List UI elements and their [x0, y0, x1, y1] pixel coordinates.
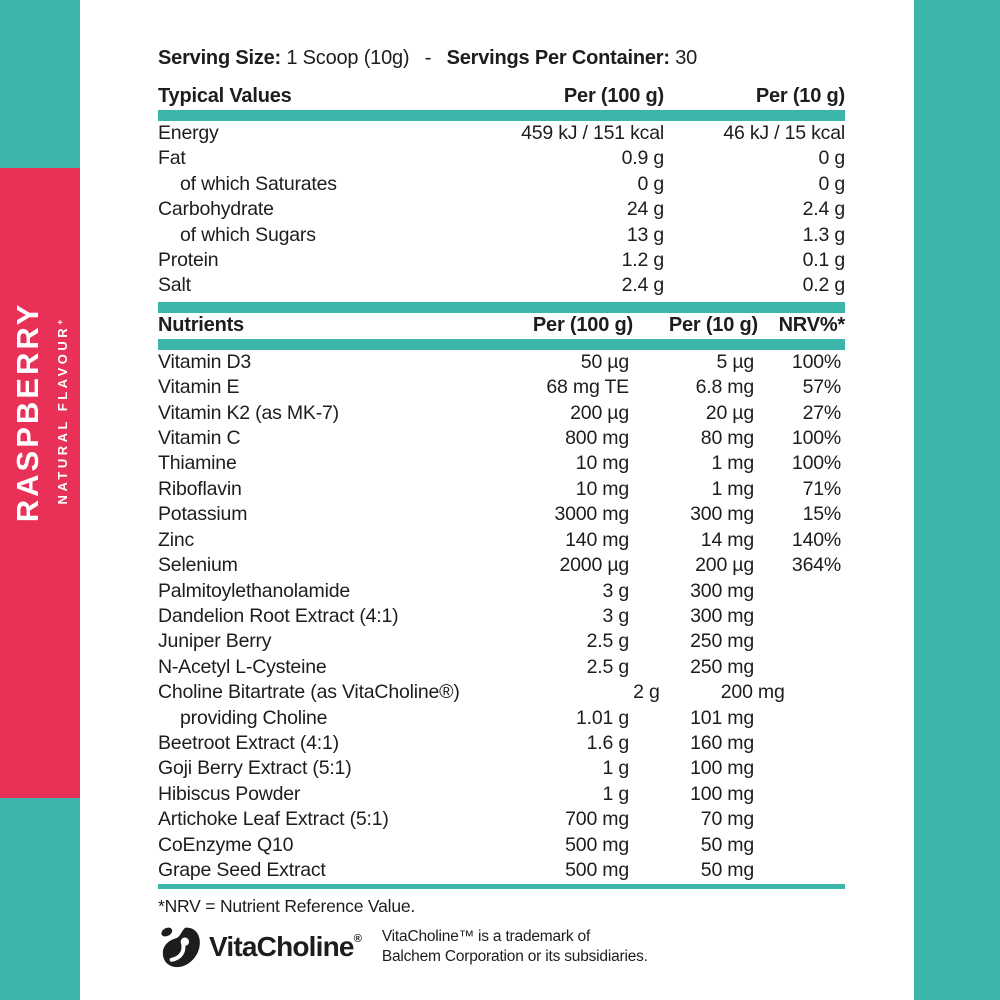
cell-nutrient-name: Riboflavin: [158, 477, 242, 500]
cell-nutrient-name: CoEnzyme Q10: [158, 833, 294, 856]
cell-nutrient-name: Protein: [158, 249, 219, 272]
cell-per-10g: 160 mg: [690, 731, 754, 754]
cell-per-10g: 0.1 g: [802, 249, 845, 272]
vitacholine-logo-row: [158, 925, 845, 969]
cell-per-100g: 68 mg TE: [546, 376, 629, 399]
cell-nrv-percent: 71%: [802, 477, 841, 500]
cell-nutrient-name: Hibiscus Powder: [158, 782, 301, 805]
cell-per-10g: 0 g: [818, 172, 845, 195]
table-row: [158, 756, 845, 781]
table-row: [158, 604, 845, 629]
cell-per-100g: 800 mg: [565, 427, 629, 450]
cell-nrv-percent: [754, 604, 841, 629]
cell-per-10g: 1 mg: [711, 452, 754, 475]
cell-nrv-percent: [754, 756, 841, 781]
cell-per-10g: 80 mg: [700, 427, 754, 450]
cell-nrv-percent: [754, 731, 841, 756]
cell-nutrient-name: Palmitoylethanolamide: [158, 579, 350, 602]
cell-per-10g: 1.3 g: [802, 223, 845, 246]
cell-nrv-percent: 57%: [802, 376, 841, 399]
flavour-banner: [0, 168, 80, 798]
table-row: [158, 121, 845, 146]
table-row: [158, 858, 845, 883]
cell-nrv-percent: [754, 706, 841, 731]
cell-per-100g: 200 µg: [570, 401, 629, 424]
cell-per-100g: 10 mg: [575, 477, 629, 500]
cell-nutrient-name: Artichoke Leaf Extract (5:1): [158, 808, 389, 831]
cell-nrv-percent: [785, 680, 872, 705]
cell-nutrient-name: Dandelion Root Extract (4:1): [158, 604, 399, 627]
table-row: [158, 197, 845, 222]
table-row: [158, 528, 845, 553]
cell-nrv-percent: [754, 579, 841, 604]
cell-per-10g: 250 mg: [690, 630, 754, 653]
flavour-subtitle: [55, 320, 70, 505]
vitacholine-logo-text: [209, 931, 362, 963]
cell-nrv-percent: [754, 782, 841, 807]
serving-size-label: Serving Size:: [158, 47, 281, 69]
cell-nutrient-name: Selenium: [158, 554, 238, 577]
cell-nutrient-name: N-Acetyl L-Cysteine: [158, 655, 327, 678]
cell-nutrient-name: Carbohydrate: [158, 198, 274, 221]
cell-per-100g: 3 g: [602, 604, 629, 627]
cell-nrv-percent: [754, 858, 841, 883]
nutrients-title: Nutrients: [158, 313, 244, 336]
table-row: [158, 731, 845, 756]
cell-per-100g: 13 g: [626, 223, 664, 246]
table-row: [158, 502, 845, 527]
typical-values-title: Typical Values: [158, 85, 292, 107]
cell-per-100g: 0.9 g: [621, 147, 664, 170]
cell-nrv-percent: [754, 629, 841, 654]
table-row: [158, 655, 845, 680]
nutrients-rows: [158, 350, 845, 884]
table-row: [158, 553, 845, 578]
cell-nrv-percent: 100%: [791, 452, 841, 475]
cell-per-100g: 10 mg: [575, 452, 629, 475]
cell-per-100g: 1.01 g: [575, 706, 629, 729]
serving-size-value: 1 Scoop (10g): [286, 47, 410, 69]
cell-per-10g: 2.4 g: [802, 198, 845, 221]
cell-per-100g: 700 mg: [565, 808, 629, 831]
cell-per-100g: 1.2 g: [621, 249, 664, 272]
table-row: [158, 350, 845, 375]
table-row: [158, 223, 845, 248]
cell-per-100g: 140 mg: [565, 528, 629, 551]
cell-per-100g: 2 g: [633, 681, 660, 704]
cell-per-10g: 6.8 mg: [695, 376, 754, 399]
table-row: [158, 782, 845, 807]
trademark-note: [382, 927, 648, 967]
nutrients-col-per100: Per (100 g): [532, 313, 633, 336]
table-row: [158, 477, 845, 502]
cell-per-100g: 50 µg: [580, 350, 629, 373]
typical-values-header: [158, 84, 845, 108]
cell-nutrient-name: providing Choline: [180, 706, 328, 729]
divider-bar: [158, 302, 845, 313]
cell-nutrient-name: Zinc: [158, 528, 195, 551]
cell-per-100g: 1.6 g: [586, 731, 629, 754]
table-row: [158, 248, 845, 273]
registered-mark: ®: [353, 933, 362, 946]
cell-per-100g: 1 g: [602, 757, 629, 780]
cell-per-100g: 2.4 g: [621, 274, 664, 297]
typical-values-col-per100: Per (100 g): [563, 85, 664, 107]
cell-nutrient-name: Choline Bitartrate (as VitaCholine®): [158, 681, 460, 704]
cell-nutrient-name: of which Sugars: [180, 223, 316, 246]
cell-nutrient-name: Vitamin D3: [158, 350, 252, 373]
cell-per-10g: 100 mg: [690, 782, 754, 805]
nutrients-col-per10: Per (10 g): [668, 313, 758, 336]
cell-nutrient-name: Vitamin C: [158, 427, 241, 450]
right-teal-band: [914, 0, 1000, 1000]
cell-per-100g: 1 g: [602, 782, 629, 805]
cell-nutrient-name: Grape Seed Extract: [158, 858, 326, 881]
serving-separator: -: [424, 47, 432, 69]
servings-per-container-value: 30: [675, 47, 698, 69]
cell-nrv-percent: 27%: [802, 401, 841, 424]
trademark-line2: Balchem Corporation or its subsidiaries.: [381, 948, 648, 966]
cell-per-10g: 300 mg: [690, 503, 754, 526]
cell-per-100g: 3000 mg: [554, 503, 629, 526]
table-row: [158, 680, 845, 705]
flavour-subtitle-text: NATURAL FLAVOUR: [55, 324, 70, 505]
cell-per-10g: 300 mg: [690, 579, 754, 602]
vitacholine-wordmark: VitaCholine: [209, 931, 354, 963]
cell-per-10g: 0.2 g: [802, 274, 845, 297]
cell-per-10g: 101 mg: [690, 706, 754, 729]
table-row: [158, 451, 845, 476]
servings-per-container-label: Servings Per Container:: [446, 47, 670, 69]
cell-nrv-percent: [754, 807, 841, 832]
label-content: [158, 0, 845, 969]
nutrients-col-nrv: NRV%*: [778, 313, 845, 336]
table-row: [158, 629, 845, 654]
cell-nutrient-name: Goji Berry Extract (5:1): [158, 757, 352, 780]
cell-per-100g: 2.5 g: [586, 630, 629, 653]
cell-nrv-percent: [754, 655, 841, 680]
table-row: [158, 172, 845, 197]
cell-per-100g: 500 mg: [565, 833, 629, 856]
cell-per-10g: 100 mg: [690, 757, 754, 780]
table-row: [158, 375, 845, 400]
table-row: [158, 807, 845, 832]
cell-nutrient-name: Vitamin E: [158, 376, 240, 399]
bottom-divider-bar: [158, 884, 845, 889]
cell-nutrient-name: Potassium: [158, 503, 248, 526]
table-row: [158, 426, 845, 451]
cell-per-10g: 50 mg: [700, 858, 754, 881]
cell-per-100g: 500 mg: [565, 858, 629, 881]
cell-per-10g: 70 mg: [700, 808, 754, 831]
cell-per-10g: 14 mg: [700, 528, 754, 551]
cell-nrv-percent: [754, 833, 841, 858]
cell-per-10g: 300 mg: [690, 604, 754, 627]
table-row: [158, 706, 845, 731]
divider-bar: [158, 110, 845, 121]
table-row: [158, 401, 845, 426]
vitacholine-logo-icon: [158, 925, 202, 969]
serving-info: [158, 46, 845, 70]
cell-nutrient-name: Energy: [158, 122, 219, 144]
cell-per-100g: 3 g: [602, 579, 629, 602]
cell-per-10g: 46 kJ / 15 kcal: [723, 122, 845, 144]
cell-per-100g: 0 g: [637, 172, 664, 195]
cell-nrv-percent: 364%: [791, 554, 841, 577]
table-row: [158, 833, 845, 858]
cell-per-10g: 250 mg: [690, 655, 754, 678]
table-row: [158, 273, 845, 298]
cell-per-100g: 2000 µg: [559, 554, 629, 577]
flavour-name: RASPBERRY: [10, 301, 45, 523]
cell-per-10g: 200 µg: [695, 554, 754, 577]
cell-per-10g: 200 mg: [720, 681, 785, 704]
cell-per-10g: 1 mg: [711, 477, 754, 500]
cell-per-10g: 20 µg: [705, 401, 754, 424]
typical-values-col-per10: Per (10 g): [755, 85, 845, 107]
cell-per-100g: 459 kJ / 151 kcal: [521, 122, 664, 144]
table-row: [158, 579, 845, 604]
flavour-subtitle-mark: +: [55, 319, 65, 325]
cell-per-10g: 50 mg: [700, 833, 754, 856]
trademark-line1: VitaCholine™ is a trademark of: [381, 928, 591, 946]
cell-nutrient-name: Fat: [158, 147, 186, 170]
table-row: [158, 146, 845, 171]
cell-nutrient-name: Vitamin K2 (as MK-7): [158, 401, 339, 424]
cell-per-100g: 2.5 g: [586, 655, 629, 678]
cell-nrv-percent: 100%: [791, 427, 841, 450]
flavour-banner-text: [10, 302, 70, 523]
cell-nutrient-name: Juniper Berry: [158, 630, 272, 653]
cell-nrv-percent: 100%: [791, 350, 841, 373]
typical-values-rows: [158, 121, 845, 299]
cell-per-10g: 5 µg: [716, 350, 754, 373]
cell-nutrient-name: Beetroot Extract (4:1): [158, 731, 339, 754]
cell-nutrient-name: Salt: [158, 274, 191, 297]
divider-bar: [158, 339, 845, 350]
cell-nutrient-name: Thiamine: [158, 452, 237, 475]
cell-nutrient-name: of which Saturates: [180, 172, 337, 195]
cell-per-10g: 0 g: [818, 147, 845, 170]
cell-per-100g: 24 g: [626, 198, 664, 221]
cell-nrv-percent: 140%: [791, 528, 841, 551]
nutrients-header: [158, 313, 845, 337]
cell-nrv-percent: 15%: [802, 503, 841, 526]
nrv-note: *NRV = Nutrient Reference Value.: [158, 896, 416, 917]
